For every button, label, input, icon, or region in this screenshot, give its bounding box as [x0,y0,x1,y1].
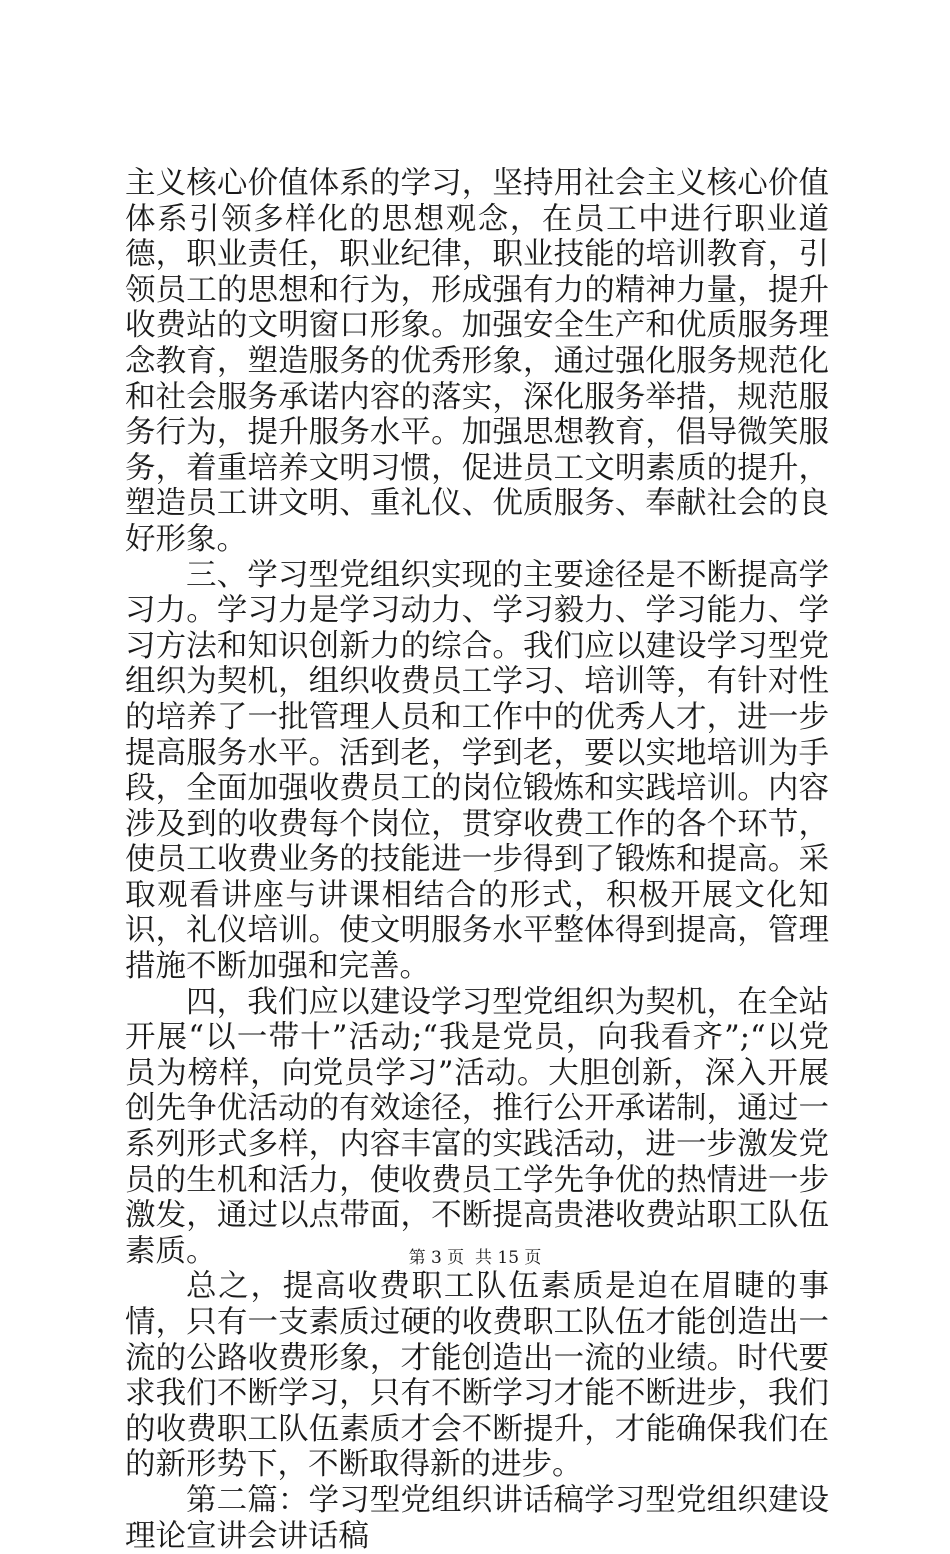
paragraph-section-four: 四，我们应以建设学习型党组织为契机，在全站开展“以一带十”活动;“我是党员，向我看齐”;“以党员为榜样，向党员学习”活动。大胆创新，深入开展创先争优活动的有效途径，推行公开承诺制，通过一系列形式多样，内容丰富的实践活动，进一步激发党员的生机和活力，使收费员工学先争优的热情进一步激发，通过以点带面，不断提高贵港收费站职工队伍素质。 [125,984,829,1269]
page-number: 第 3 页 共 15 页 [408,1248,542,1268]
document-body [125,166,829,1554]
page-footer [0,1243,950,1268]
paragraph-core-values: 主义核心价值体系的学习，坚持用社会主义核心价值体系引领多样化的思想观念，在员工中进行职业道德，职业责任，职业纪律，职业技能的培训教育，引领员工的思想和行为，形成强有力的精神力量，提升收费站的文明窗口形象。加强安全生产和优质服务理念教育，塑造服务的优秀形象，通过强化服务规范化和社会服务承诺内容的落实，深化服务举措，规范服务行为，提升服务水平。加强思想教育，倡导微笑服务，着重培养文明习惯，促进员工文明素质的提升，塑造员工讲文明、重礼仪、优质服务、奉献社会的良好形象。 [125,166,829,557]
paragraph-section-three: 三、学习型党组织实现的主要途径是不断提高学习力。学习力是学习动力、学习毅力、学习能力、学习方法和知识创新力的综合。我们应以建设学习型党组织为契机，组织收费员工学习、培训等，有针对性的培养了一批管理人员和工作中的优秀人才，进一步提高服务水平。活到老，学到老，要以实地培训为手段，全面加强收费员工的岗位锻炼和实践培训。内容涉及到的收费每个岗位，贯穿收费工作的各个环节，使员工收费业务的技能进一步得到了锻炼和提高。采取观看讲座与讲课相结合的形式，积极开展文化知识，礼仪培训。使文明服务水平整体得到提高，管理措施不断加强和完善。 [125,557,829,985]
heading-second-article: 第二篇：学习型党组织讲话稿学习型党组织建设理论宣讲会讲话稿 [125,1482,829,1554]
paragraph-conclusion: 总之，提高收费职工队伍素质是迫在眉睫的事情，只有一支素质过硬的收费职工队伍才能创造出一流的公路收费形象，才能创造出一流的业绩。时代要求我们不断学习，只有不断学习才能不断进步，我们的收费职工队伍素质才会不断提升，才能确保我们在的新形势下，不断取得新的进步。 [125,1269,829,1483]
